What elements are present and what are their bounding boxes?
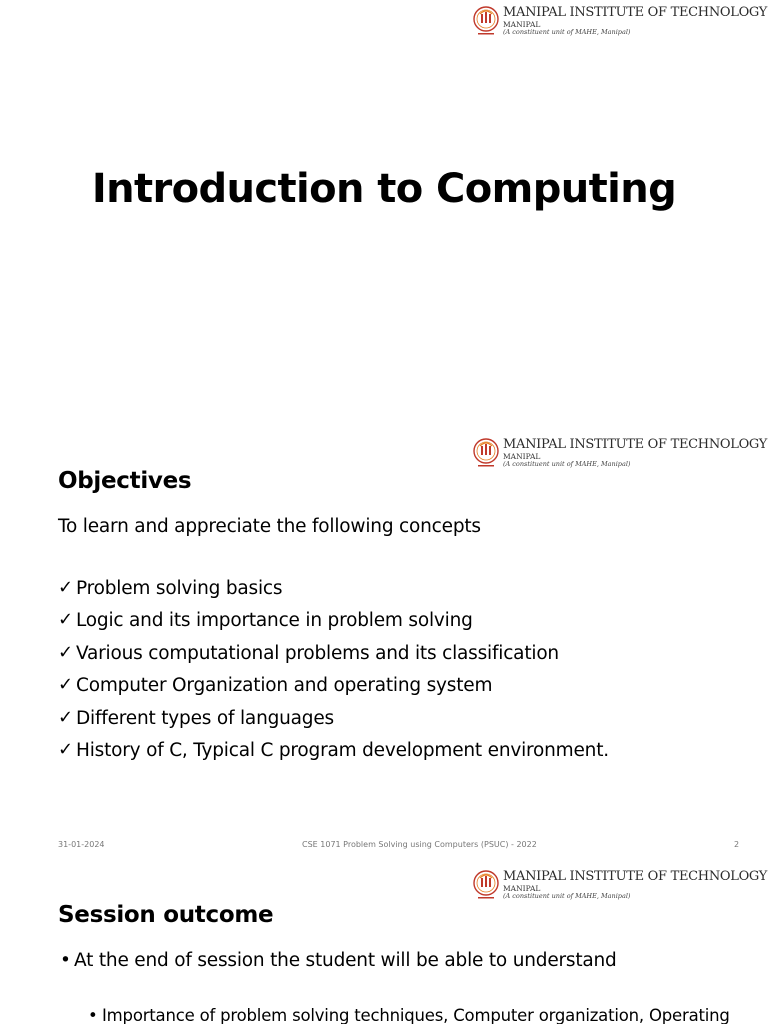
session-outcome-heading: Session outcome [58, 902, 274, 928]
checkmark-icon: ✓ [58, 738, 73, 760]
manipal-seal-icon [472, 4, 500, 38]
institution-city: MANIPAL [503, 452, 541, 461]
footer-page-number: 2 [734, 840, 740, 849]
institution-name: MANIPAL INSTITUTE OF TECHNOLOGY [503, 869, 768, 884]
objectives-list [58, 578, 609, 772]
slide-title [0, 0, 768, 432]
list-item: ✓ Problem solving basics [58, 577, 283, 599]
institution-logo [472, 436, 768, 472]
footer-date: 31-01-2024 [58, 840, 105, 849]
list-item: ✓ Computer Organization and operating system [58, 674, 493, 697]
bullet-icon: • [88, 1006, 98, 1024]
checkmark-icon: ✓ [58, 609, 73, 631]
institution-subtitle: (A constituent unit of MAHE, Manipal) [503, 892, 631, 900]
objectives-intro: To learn and appreciate the following concepts [58, 516, 481, 537]
list-item: ✓ Various computational problems and its classification [58, 641, 559, 664]
checkmark-icon: ✓ [58, 706, 73, 728]
institution-subtitle: (A constituent unit of MAHE, Manipal) [503, 460, 631, 468]
slide-objectives [0, 432, 768, 864]
manipal-seal-icon [472, 868, 500, 902]
manipal-seal-icon [472, 436, 500, 470]
institution-name: MANIPAL INSTITUTE OF TECHNOLOGY [503, 437, 768, 452]
slide-session-outcome [0, 864, 768, 1024]
institution-logo [472, 868, 768, 904]
institution-city: MANIPAL [503, 884, 541, 893]
checkmark-icon: ✓ [58, 641, 73, 663]
sub-bullet-item: • Importance of problem solving techniques, Computer organization, Operating [88, 1006, 730, 1024]
institution-logo [472, 4, 768, 40]
institution-subtitle: (A constituent unit of MAHE, Manipal) [503, 28, 631, 36]
bullet-icon: • [60, 950, 71, 971]
footer-course: CSE 1071 Problem Solving using Computers (PSUC) - 2022 [302, 840, 537, 849]
list-item: ✓ History of C, Typical C program development environment. [58, 738, 609, 761]
objectives-heading: Objectives [58, 468, 192, 494]
institution-city: MANIPAL [503, 20, 541, 29]
list-item: ✓ Logic and its importance in problem solving [58, 609, 473, 632]
bullet-item: • At the end of session the student will be able to understand [60, 950, 617, 971]
checkmark-icon: ✓ [58, 577, 73, 598]
institution-name: MANIPAL INSTITUTE OF TECHNOLOGY [503, 5, 768, 20]
checkmark-icon: ✓ [58, 674, 73, 696]
slide-main-title: Introduction to Computing [91, 166, 677, 212]
list-item: ✓ Different types of languages [58, 706, 334, 729]
